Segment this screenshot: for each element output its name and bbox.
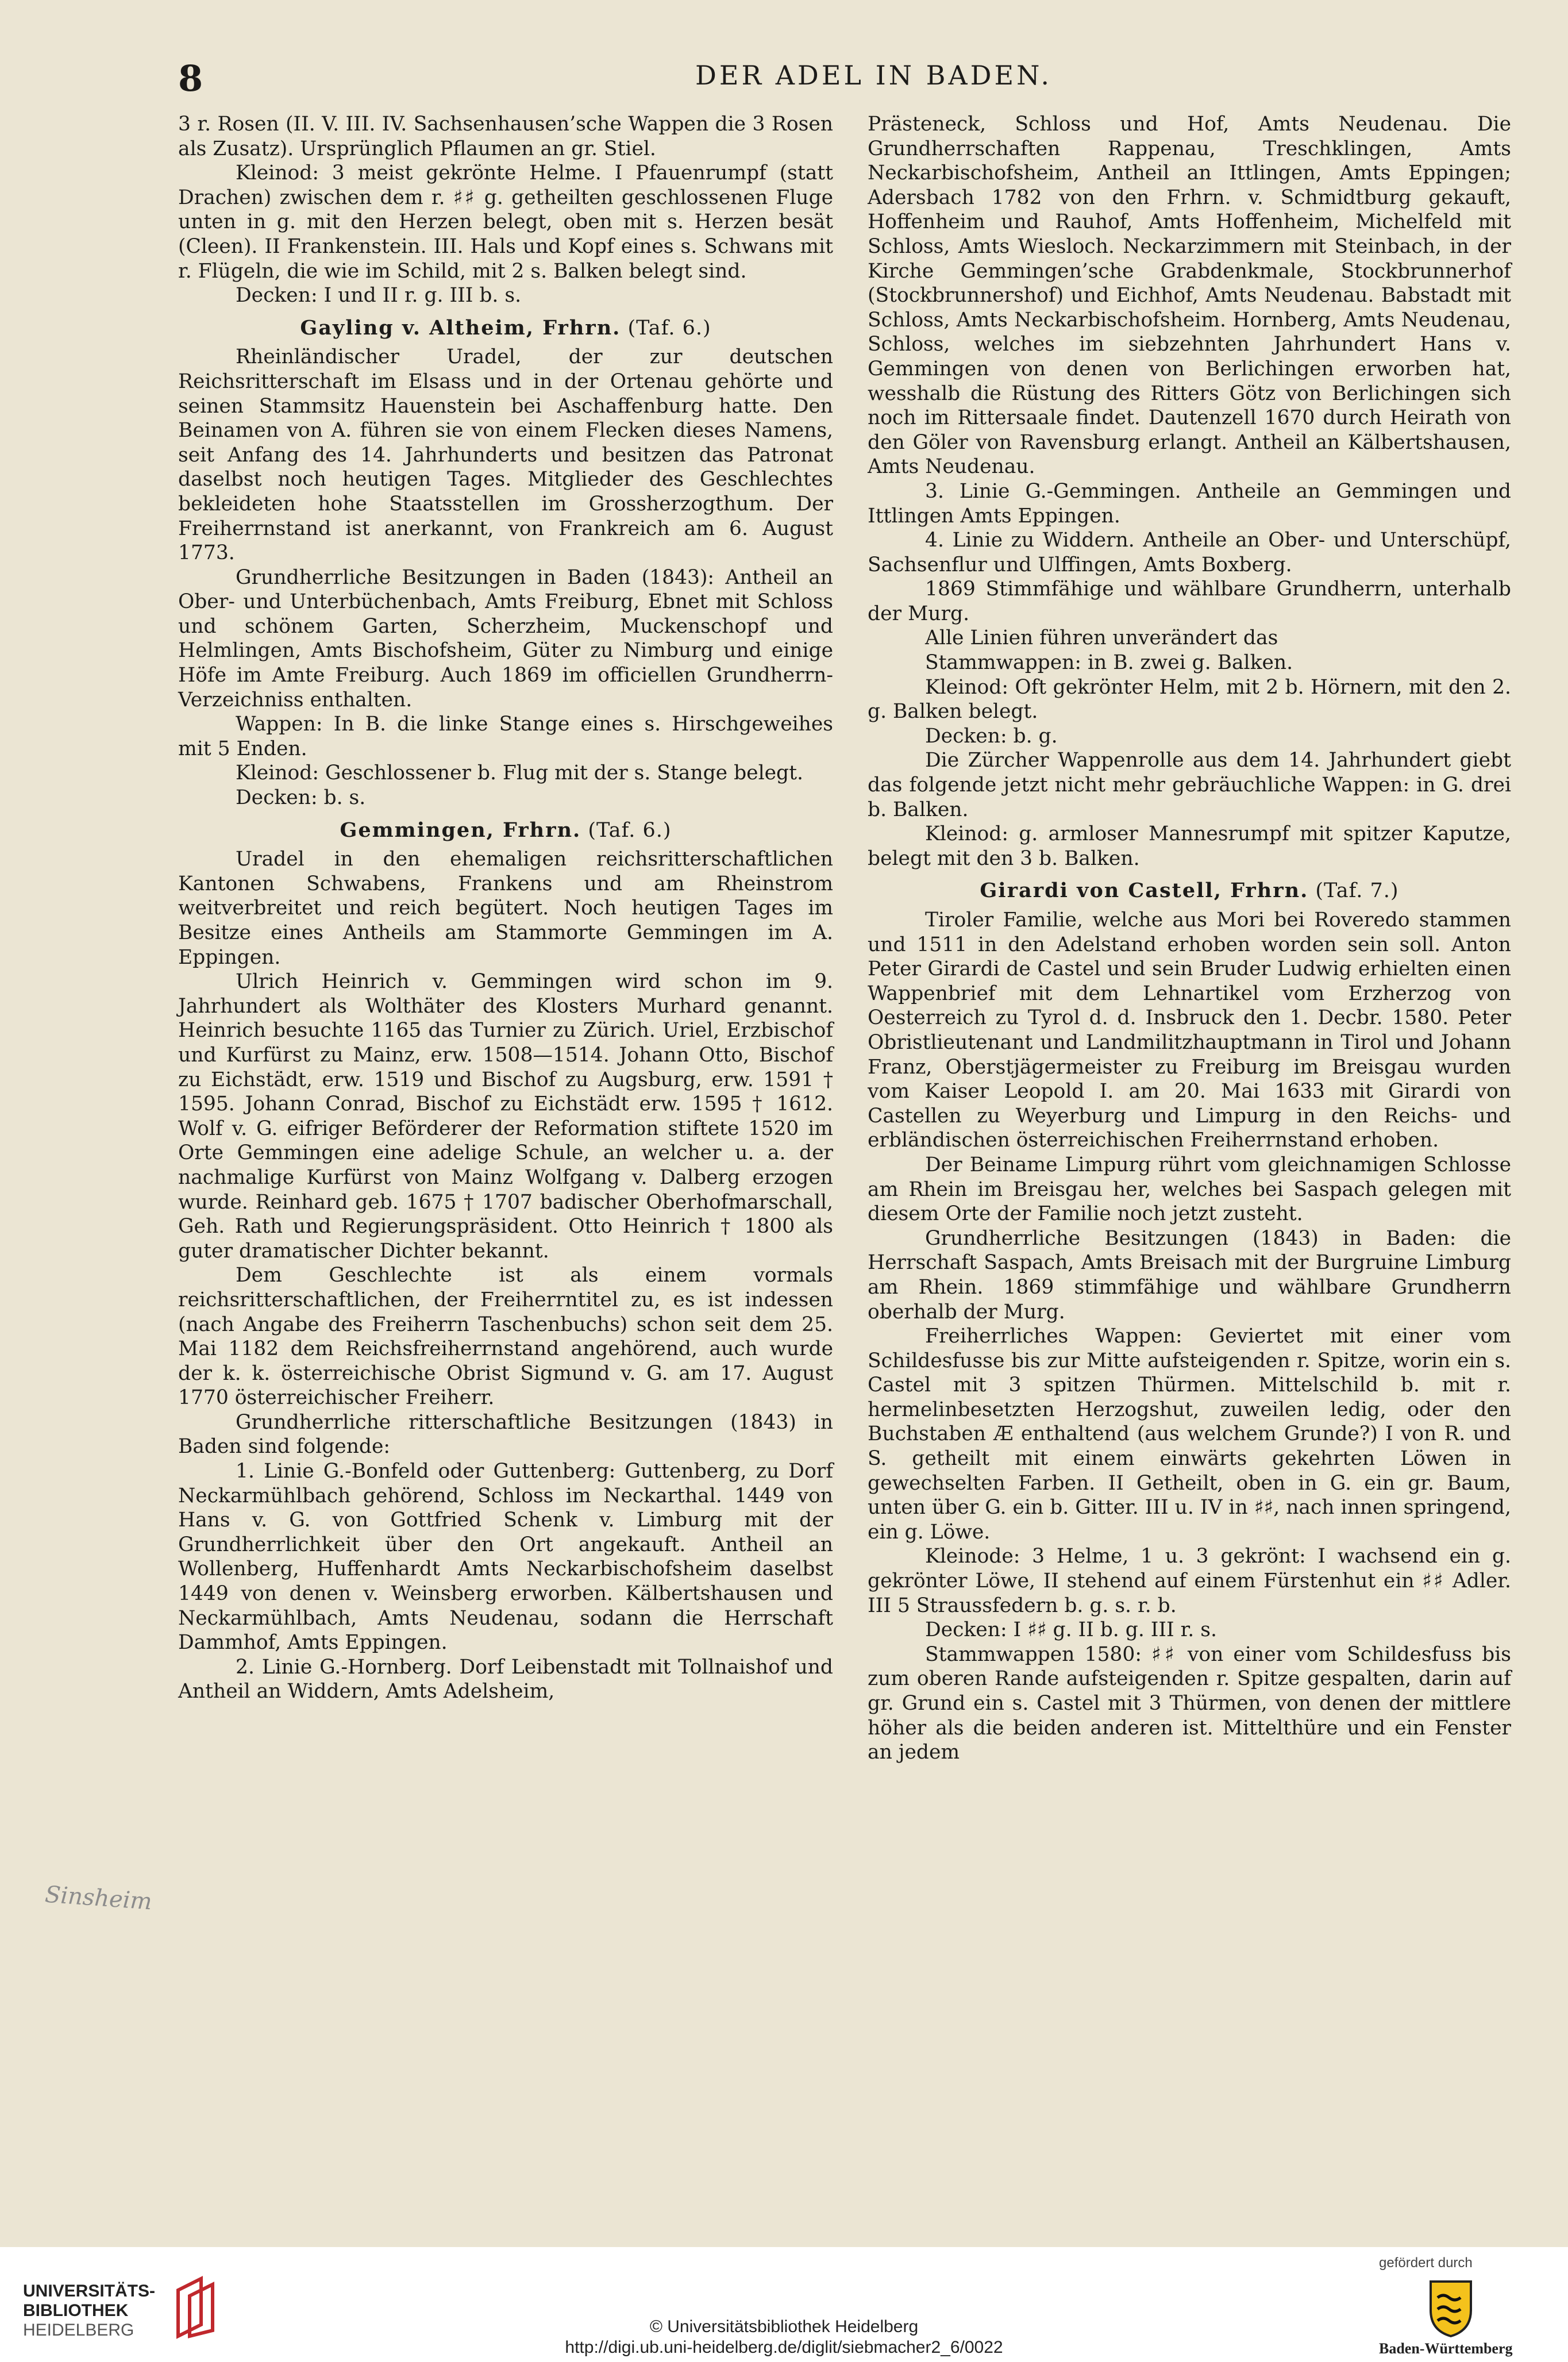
- state-crest-icon: [1425, 2276, 1477, 2339]
- paragraph: Uradel in den ehemaligen reichsritterschaftlichen Kantonen Schwabens, Frankens und am Rheinstrom weitverbreitet und reich begütert. Noch heutigen Tages im Besitze eines Antheils am Stammorte Gemmingen im A. Eppingen.: [178, 848, 833, 969]
- paragraph: Stammwappen 1580: ♯♯ von einer vom Schildesfuss bis zum oberen Rande aufsteigenden r. Spitze gespalten, darin auf gr. Grund ein s. Castel mit 3 Thürmen, von denen der mittlere höher als die beiden anderen ist. Mittelthüre und ein Fenster an jedem: [868, 1642, 1511, 1764]
- paragraph: Decken: I und II r. g. III b. s.: [236, 284, 522, 307]
- paragraph: Dem Geschlechte ist als einem vormals reichsritterschaftlichen, der Freiherrntitel zu, es ist indessen (nach Angabe des Freiherrn Taschenbuchs) schon seit dem 25. Mai 1182 dem Reichsfreiherrnstand angehörend, auch wurde der k. k. österreichische Obrist Sigmund v. G. am 17. August 1770 österreichischer Freiherr.: [178, 1264, 833, 1410]
- paragraph: Kleinod: g. armloser Mannesrumpf mit spitzer Kaputze, belegt mit den 3 b. Balken.: [868, 822, 1511, 870]
- paragraph: Prästeneck, Schloss und Hof, Amts Neudenau. Die Grundherrschaften Rappenau, Treschklingen, Amts Neckarbischofsheim, Antheil an Ittlingen, Amts Eppingen; Adersbach 1782 von den Frhrn. v. Schmidtburg gekauft, Hoffenheim und Rauhof, Amts Hoffenheim, Michelfeld mit Schloss, Amts Wiesloch. Neckarzimmern mit Steinbach, in der Kirche Gemmingen’sche Grabdenkmale, Stockbrunnerhof (Stockbrunnershof) und Eichhof, Amts Neudenau. Babstadt mit Schloss, Amts Neckarbischofsheim. Hornberg, Amts Neudenau, Schloss, welches im siebzehnten Jahrhundert Hans v. Gemmingen von denen von Berlichingen erworben hat, wesshalb die Rüstung des Ritters Götz von Berlichingen sich noch im Rittersaale findet. Dautenzell 1670 durch Heirath von den Göler von Ravensburg erlangt. Antheil an Kälbertshausen, Amts Neudenau.: [868, 113, 1511, 479]
- library-name-line1: UNIVERSITÄTS-: [23, 2282, 156, 2301]
- plate-reference: (Taf. 7.): [1315, 879, 1399, 903]
- library-name-line2: BIBLIOTHEK: [23, 2301, 129, 2320]
- copyright-notice: © Universitätsbibliothek Heidelberg: [649, 2317, 919, 2336]
- running-head: DER ADEL IN BADEN.: [695, 60, 1053, 91]
- paragraph: Kleinod: 3 meist gekrönte Helme. I Pfauenrumpf (statt Drachen) zwischen dem r. ♯♯ g. getheilten geschlossenen Fluge unten in g. mit den Herzen belegt, oben mit s. Herzen besät (Cleen). II Frankenstein. III. Hals und Kopf eines s. Schwans mit r. Flügeln, die wie im Schild, mit 2 s. Balken belegt sind.: [178, 161, 833, 283]
- library-name-line3: HEIDELBERG: [23, 2321, 134, 2340]
- page-number: 8: [178, 57, 203, 99]
- paragraph: Grundherrliche ritterschaftliche Besitzungen (1843) in Baden sind folgende:: [178, 1410, 833, 1459]
- paragraph: Decken: b. s.: [236, 786, 366, 810]
- paragraph: Grundherrliche Besitzungen (1843) in Baden: die Herrschaft Saspach, Amts Breisach mit der Burgruine Limburg am Rhein. 1869 stimmfähige und wählbare Grundherrn oberhalb der Murg.: [868, 1226, 1511, 1324]
- paragraph: Grundherrliche Besitzungen in Baden (1843): Antheil an Ober- und Unterbüchenbach, Amts Freiburg, Ebnet mit Schloss und schönem Garten, Scherzheim, Muckenschopf und Helmlingen, Amts Bischofsheim, Güter zu Nimburg und einige Höfe im Amte Freiburg. Auch 1869 im officiellen Grundherrn-Verzeichniss enthalten.: [178, 566, 833, 711]
- entry-name: Girardi von Castell, Frhrn.: [980, 879, 1309, 903]
- paragraph: Decken: b. g.: [925, 724, 1058, 748]
- paragraph: Freiherrliches Wappen: Geviertet mit einer vom Schildesfusse bis zur Mitte aufsteigenden r. Spitze, worin ein s. Castel mit 3 spitzen Thürmen. Mittelschild b. mit r. hermelinbesetzten Herzogshut, zuweilen ledig, oder den Buchstaben Æ enthaltend (aus welchem Grunde?) I von R. und S. getheilt mit einem einwärts gekehrten Löwen in gewechselten Farben. II Getheilt, oben in G. ein gr. Baum, unten über G. ein b. Gitter. III u. IV in ♯♯, nach innen springend, ein g. Löwe.: [868, 1325, 1511, 1544]
- paragraph: 3. Linie G.-Gemmingen. Antheile an Gemmingen und Ittlingen Amts Eppingen.: [868, 479, 1511, 528]
- paragraph: 1869 Stimmfähige und wählbare Grundherrn, unterhalb der Murg.: [868, 578, 1511, 625]
- footer-bar: [0, 2247, 1568, 2362]
- paragraph: 2. Linie G.-Hornberg. Dorf Leibenstadt mit Tollnaishof und Antheil an Widdern, Amts Adelsheim,: [178, 1655, 833, 1703]
- permalink-url[interactable]: http://digi.ub.uni-heidelberg.de/diglit/siebmacher2_6/0022: [565, 2338, 1003, 2357]
- paragraph: Rheinländischer Uradel, der zur deutschen Reichsritterschaft im Elsass und in der Ortenau gehörte und seinen Stammsitz Hauenstein bei Aschaffenburg hatte. Den Beinamen von A. führen sie von einem Flecken dieses Namens, seit Anfang des 14. Jahrhunderts und besitzen das Patronat daselbst noch heutigen Tages. Mitglieder des Geschlechtes bekleideten hohe Staatsstellen im Grossherzogthum. Der Freiherrnstand ist anerkannt, von Frankreich am 6. August 1773.: [178, 345, 833, 565]
- margin-annotation: Sinsheim: [44, 1881, 153, 1915]
- entry-heading: [178, 818, 833, 843]
- paragraph: Decken: I ♯♯ g. II b. g. III r. s.: [925, 1618, 1217, 1642]
- paragraph: Wappen: In B. die linke Stange eines s. Hirschgeweihes mit 5 Enden.: [178, 713, 833, 760]
- paragraph: Kleinod: Geschlossener b. Flug mit der s. Stange belegt.: [236, 761, 803, 785]
- paragraph: Ulrich Heinrich v. Gemmingen wird schon im 9. Jahrhundert als Wolthäter des Klosters Murhard genannt. Heinrich besuchte 1165 das Turnier zu Zürich. Uriel, Erzbischof und Kurfürst zu Mainz, erw. 1508—1514. Johann Otto, Bischof zu Eichstädt, erw. 1519 und Bischof zu Augsburg, erw. 1591 † 1595. Johann Conrad, Bischof zu Eichstädt erw. 1595 † 1612. Wolf v. G. eifriger Beförderer der Reformation stiftete 1520 im Orte Gemmingen eine adelige Schule, an welcher u. a. der nachmalige Kurfürst von Mainz Wolfgang v. Dalberg erzogen wurde. Reinhard geb. 1675 † 1707 badischer Oberhofmarschall, Geh. Rath und Regierungspräsident. Otto Heinrich † 1800 als guter dramatischer Dichter bekannt.: [178, 970, 833, 1263]
- entry-name: Gemmingen, Frhrn.: [340, 818, 581, 842]
- paragraph: 3 r. Rosen (II. V. III. IV. Sachsenhausen’sche Wappen die 3 Rosen als Zusatz). Ursprünglich Pflaumen an gr. Stiel.: [178, 113, 833, 160]
- entry-heading: [178, 316, 833, 341]
- paragraph: Die Zürcher Wappenrolle aus dem 14. Jahrhundert giebt das folgende jetzt nicht mehr gebräuchliche Wappen: in G. drei b. Balken.: [868, 749, 1511, 821]
- paragraph: 1. Linie G.-Bonfeld oder Guttenberg: Guttenberg, zu Dorf Neckarmühlbach gehörend, Schloss im Neckarthal. 1449 von Hans v. G. von Gottfried Schenk v. Limburg mit der Grundherrlichkeit über den Ort angekauft. Antheil an Wollenberg, Huffenhardt Amts Neckarbischofsheim daselbst 1449 von denen v. Weinsberg erworben. Kälbertshausen und Neckarmühlbach, Amts Neudenau, sodann die Herrschaft Dammhof, Amts Eppingen.: [178, 1460, 833, 1655]
- paragraph: Alle Linien führen unverändert das: [925, 626, 1278, 650]
- plate-reference: (Taf. 6.): [588, 818, 672, 842]
- paragraph: Stammwappen: in B. zwei g. Balken.: [925, 651, 1293, 675]
- paragraph: Der Beiname Limpurg rührt vom gleichnamigen Schlosse am Rhein im Breisgau her, welches bei Saspach gelegen mit diesem Orte der Familie noch jetzt zusteht.: [868, 1153, 1511, 1226]
- plate-reference: (Taf. 6.): [627, 316, 711, 340]
- paragraph: Kleinod: Oft gekrönter Helm, mit 2 b. Hörnern, mit den 2. g. Balken belegt.: [868, 675, 1511, 724]
- paragraph: 4. Linie zu Widdern. Antheile an Ober- und Unterschüpf, Sachsenflur und Ulffingen, Amts Boxberg.: [868, 529, 1511, 576]
- funded-by-label: gefördert durch: [1379, 2255, 1473, 2271]
- right-column: [868, 112, 1511, 1765]
- entry-heading: [868, 879, 1511, 903]
- funder-name: Baden-Württemberg: [1379, 2340, 1513, 2357]
- left-column: [178, 112, 833, 1704]
- paragraph: Kleinode: 3 Helme, 1 u. 3 gekrönt: I wachsend ein g. gekrönter Löwe, II stehend auf einem Fürstenhut ein ♯♯ Adler. III 5 Straussfedern b. g. s. r. b.: [868, 1545, 1511, 1617]
- paragraph: Tiroler Familie, welche aus Mori bei Roveredo stammen und 1511 in den Adelstand erhoben worden sein soll. Anton Peter Girardi de Castel und sein Bruder Ludwig erhielten einen Wappenbrief mit dem Lehnartikel vom Erzherzog von Oesterreich zu Tyrol d. d. Insbruck den 1. Decbr. 1580. Peter Obristlieutenant und Landmilitzhauptmann in Tirol und Johann Franz, Oberstjägermeister zu Freiburg im Breisgau wurden vom Kaiser Leopold I. am 20. Mai 1633 mit Girardi von Castellen zu Weyerburg und Limpurg in den Reichs- und erbländischen österreichischen Freiherrnstand erhoben.: [868, 909, 1511, 1152]
- entry-name: Gayling v. Altheim, Frhrn.: [300, 316, 621, 340]
